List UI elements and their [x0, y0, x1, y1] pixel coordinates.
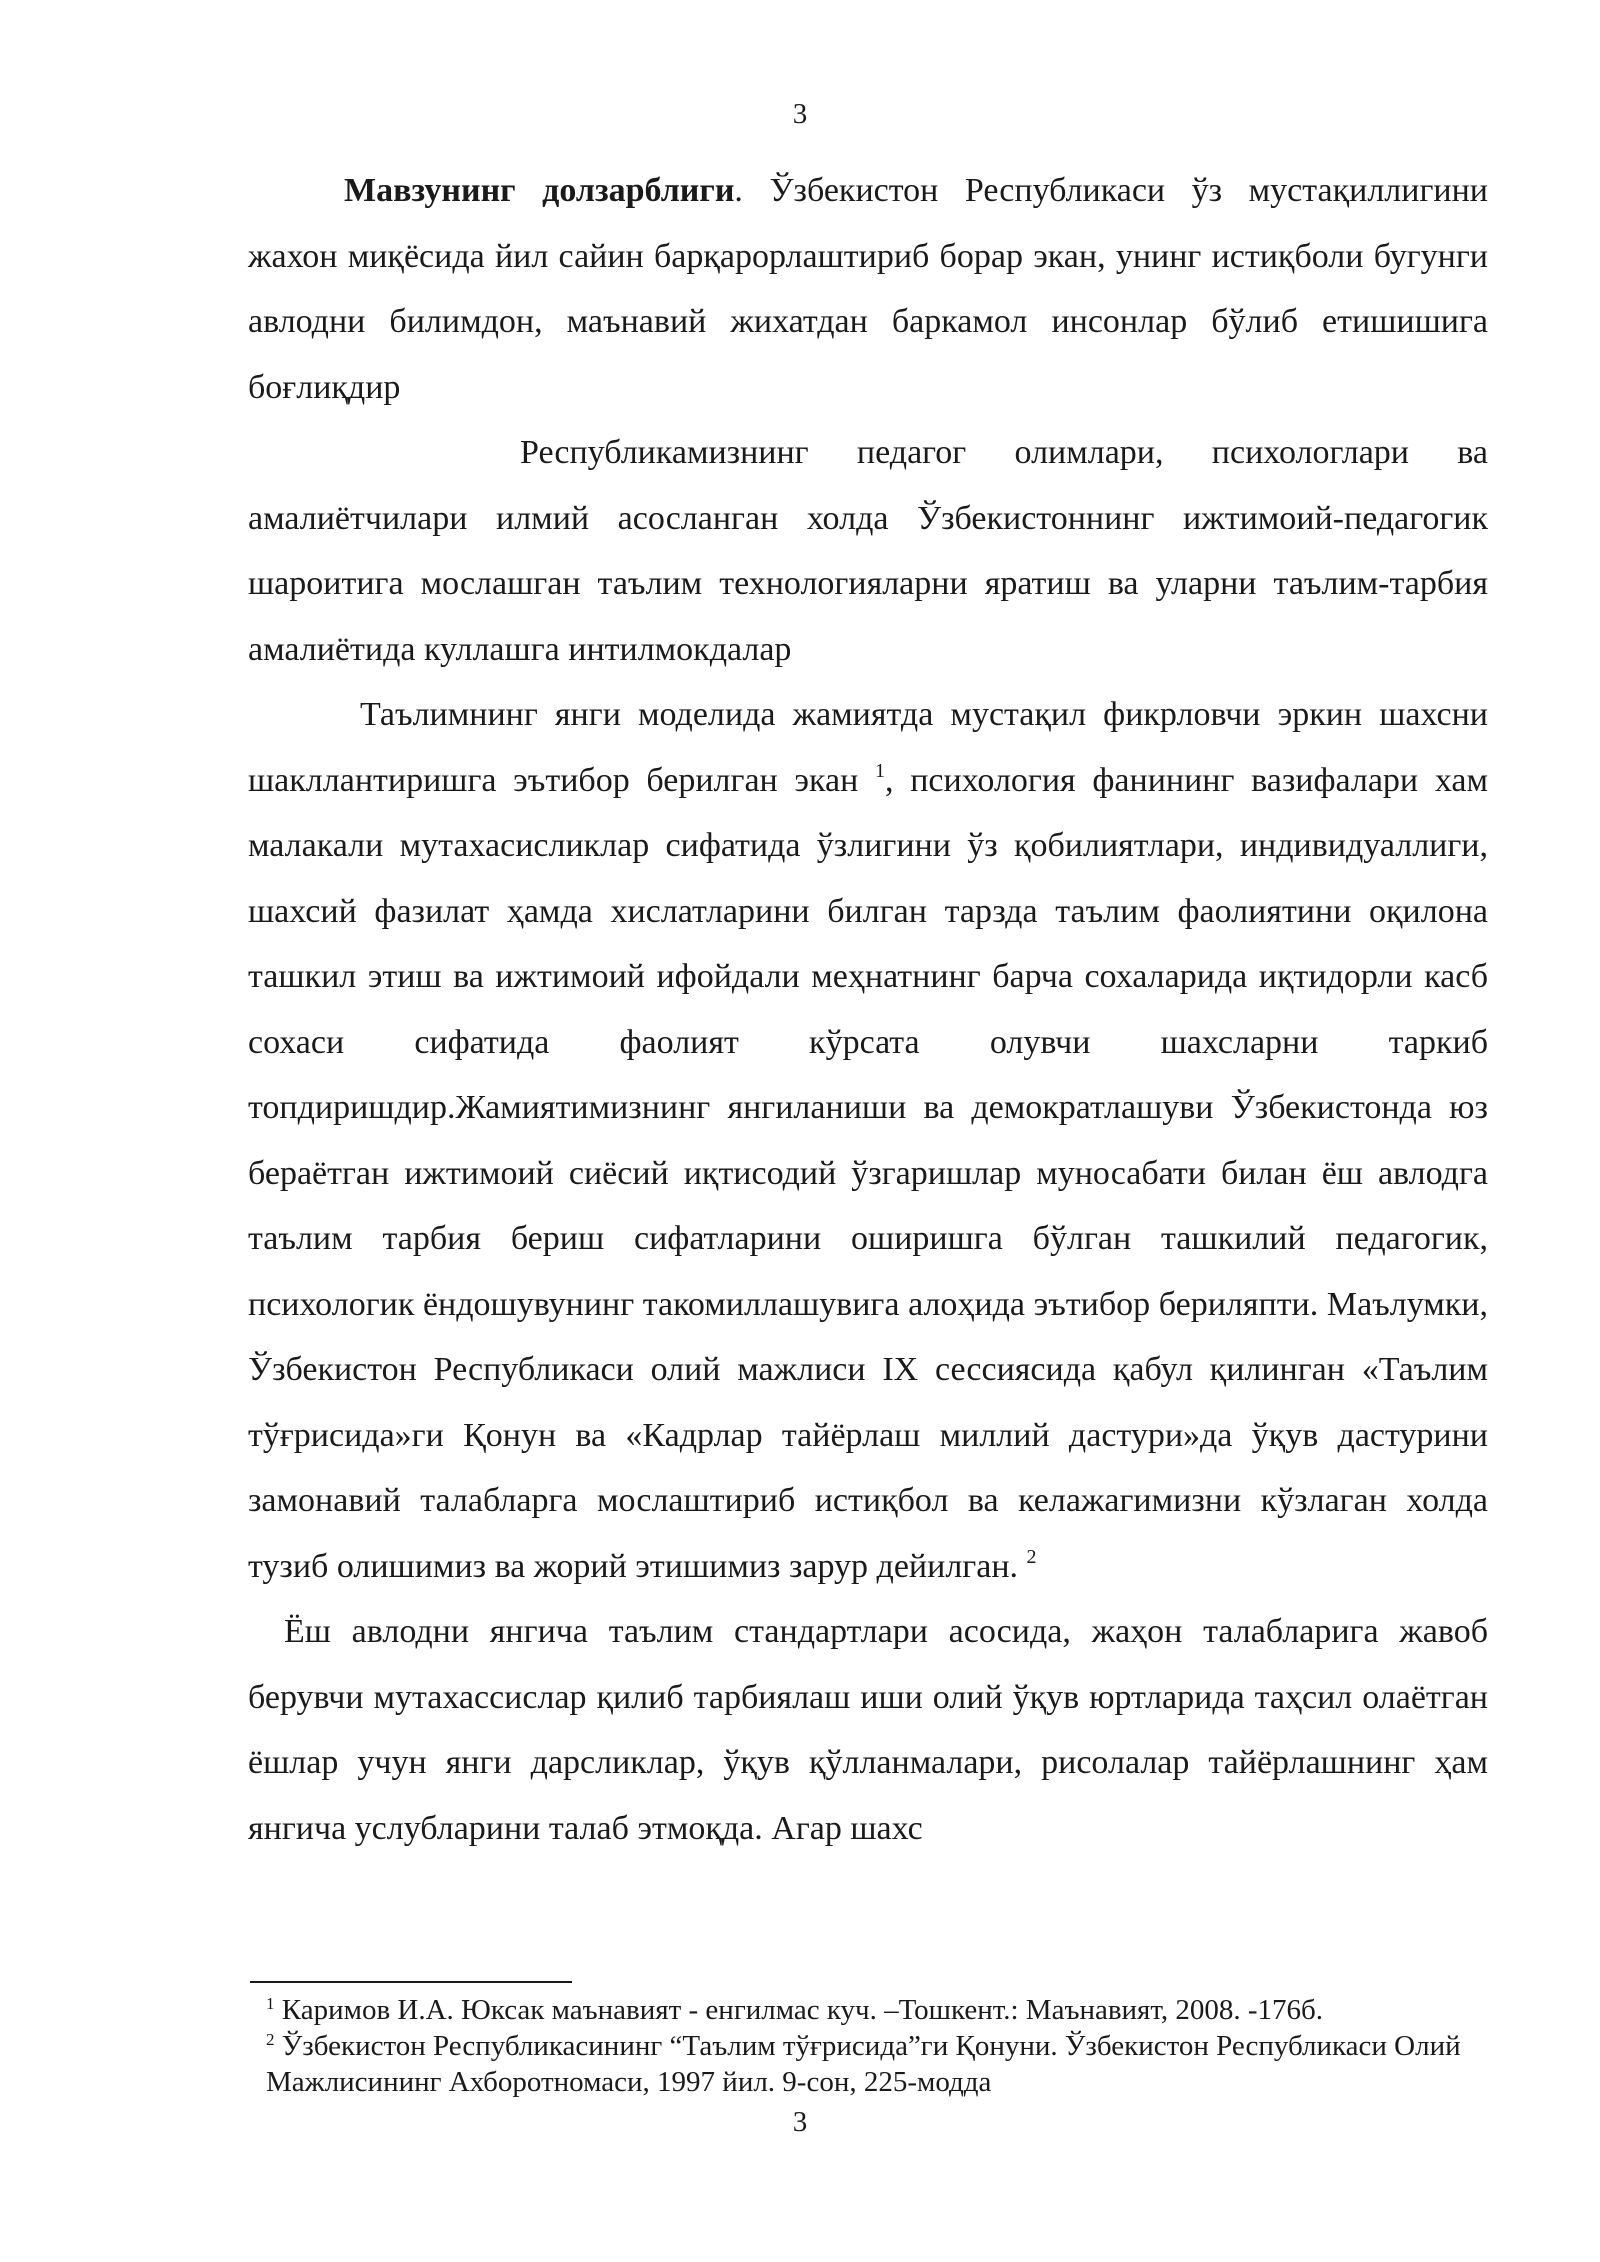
paragraph-text: , психология фанининг вазифалари хам малакали мутахасисликлар сифатида ўзлигини ўз қобилиятлари, индивидуаллиги, шахсий фазилат ҳамда хислатларини билган тарзда таълим фаолиятини оқилона ташкил этиш ва ижтимоий ифойдали меҳнатнинг барча сохаларида иқтидорли касб сохаси сифатида фаолият кўрсата олувчи шахсларни таркиб топдиришдир.Жамиятимизнинг янгиланиши ва демократлашуви Ўзбекистонда юз бераётган ижтимоий сиёсий иқтисодий ўзгаришлар муносабати билан ёш авлодга таълим тарбия бериш сифатларини оширишга бўлган ташкилий педагогик, психологик ёндошувунинг такомиллашувига алоҳида эътибор бериляпти. Маълумки, Ўзбекистон Республикаси олий мажлиси IX сессиясида қабул қилинган «Таълим тўғрисида»ги Қонун ва «Кадрлар тайёрлаш миллий дастури»да ўқув дастурини замонавий талабларга мослаштириб истиқбол ва келажагимизни кўзлаган холда тузиб олишимиз ва жорий этишимиз зарур дейилган. — [248, 761, 1488, 1585]
paragraph-relevance — [248, 158, 1488, 420]
paragraph-text: Таълимнинг янги моделида жамиятда мустақил фикрловчи эркин шахсни шакллантиришга эътибор берилган экан — [248, 696, 1488, 799]
footnote-reference-1[interactable]: 1 — [875, 759, 886, 782]
section-heading: Мавзунинг долзарблиги — [344, 172, 735, 209]
footnote-mark: 2 — [266, 2030, 275, 2049]
paragraph-teachers: Республикамизнинг педагог олимлари, психологлари ва амалиётчилари илмий асосланган холда Ўзбекистоннинг ижтимоий-педагогик шароитига мослашган таълим технологияларни яратиш ва уларни таълим-тарбия амалиётида куллашга интилмокдалар — [248, 434, 1488, 668]
footnotes — [266, 1992, 1466, 2100]
paragraph-youth: Ёш авлодни янгича таълим стандартлари асосида, жаҳон талабларига жавоб берувчи мутахассислар қилиб тарбиялаш иши олий ўқув юртларида таҳсил олаётган ёшлар учун янги дарсликлар, ўқув қўлланмалари, рисолалар тайёрлашнинг ҳам янгича услубларини талаб этмоқда. Агар шахс — [248, 1613, 1488, 1847]
footnote-text: Ўзбекистон Республикасининг “Таълим тўғрисида”ги Қонуни. Ўзбекистон Республикаси Олий Мажлисининг Ахборотномаси, 1997 йил. 9-сон, 225-модда — [266, 2030, 1461, 2098]
footnote-2 — [266, 2028, 1466, 2100]
footnote-1 — [266, 1992, 1466, 2028]
footnote-separator — [250, 1981, 572, 1983]
body-text — [248, 158, 1488, 1861]
page-number-bottom: 3 — [792, 2106, 808, 2138]
footnote-mark: 1 — [266, 1994, 275, 2013]
page-number-top: 3 — [792, 98, 808, 130]
footnote-reference-2[interactable]: 2 — [1026, 1545, 1037, 1568]
footnote-text: Каримов И.А. Юксак маънавият - енгилмас куч. –Тошкент.: Маънавият, 2008. -176б. — [281, 1994, 1324, 2026]
paragraph-education-model — [248, 682, 1488, 1599]
paragraph-text: . Ўзбекистон Республикаси ўз мустақиллигини жахон миқёсида йил сайин барқарорлаштириб борар экан, унинг истиқболи бугунги авлодни билимдон, маънавий жихатдан баркамол инсонлар бўлиб етишишига боғлиқдир — [248, 172, 1488, 406]
